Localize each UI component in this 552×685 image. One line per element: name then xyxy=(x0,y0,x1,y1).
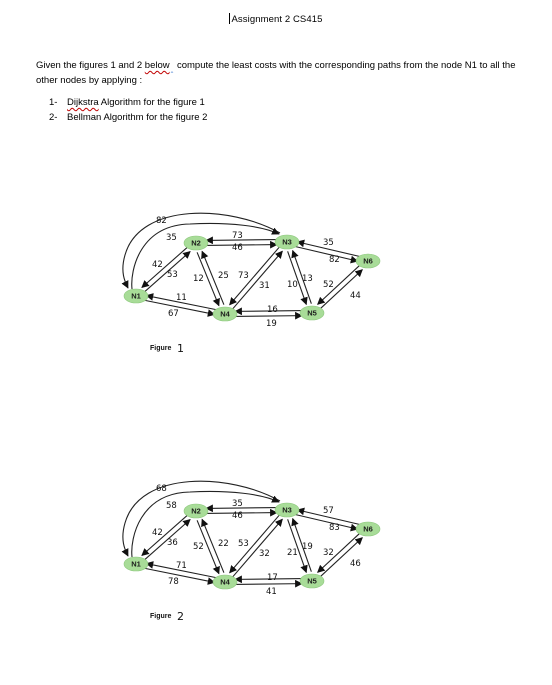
node-n6 xyxy=(356,522,380,536)
weight-n1-n4-b: 67 xyxy=(168,309,179,319)
node-n4 xyxy=(213,575,237,589)
weight-n2-n3-bottom: 46 xyxy=(232,511,243,521)
weight-n4-n5-a: 16 xyxy=(267,305,278,315)
svg-text:N4: N4 xyxy=(220,577,230,587)
svg-text:N3: N3 xyxy=(282,505,292,515)
node-n4 xyxy=(213,307,237,321)
node-n5 xyxy=(300,574,324,588)
task-item-2: 2- Bellman Algorithm for the figure 2 xyxy=(49,112,208,123)
svg-text:N5: N5 xyxy=(307,576,317,586)
svg-text:N3: N3 xyxy=(282,237,292,247)
weight-n4-n3-b: 32 xyxy=(259,549,270,559)
task-item-1: 1- Dijkstra Algorithm for the figure 1 xyxy=(49,97,205,108)
weight-n3-n5-a: 21 xyxy=(287,548,298,558)
svg-text:N1: N1 xyxy=(131,559,141,569)
edge-n1-n3-arc-inner xyxy=(132,223,279,289)
weight-n2-n4-a: 12 xyxy=(193,274,204,284)
node-n6 xyxy=(356,254,380,268)
intro-paragraph: Given the figures 1 and 2 below$_‸$ compute the least costs with the corresponding paths from the node N1 to all the other nodes by applying : xyxy=(36,60,516,86)
weight-n1-n4-a: 11 xyxy=(176,293,187,303)
edge-n2-n1 xyxy=(142,515,188,555)
weight-n2-n4-b: 22 xyxy=(218,539,229,549)
task-list xyxy=(49,95,207,125)
weight-n4-n3-b: 31 xyxy=(259,281,270,291)
weight-n1-n2-a: 42 xyxy=(152,528,163,538)
edge-n1-n3-arc-inner xyxy=(132,491,279,557)
weight-n3-n5-b: 13 xyxy=(302,274,313,284)
weight-n3-n6-a: 35 xyxy=(323,238,334,248)
svg-text:N1: N1 xyxy=(131,291,141,301)
weight-n4-n5-a: 17 xyxy=(267,573,278,583)
figure-2-graph xyxy=(0,478,552,628)
svg-text:N6: N6 xyxy=(363,524,373,534)
svg-text:N6: N6 xyxy=(363,256,373,266)
spellcheck-word-below: below xyxy=(144,60,170,71)
weight-n1-n2-a: 42 xyxy=(152,260,163,270)
weight-n4-n5-b: 19 xyxy=(266,319,277,329)
node-n2 xyxy=(184,236,208,250)
weight-n1-n4-a: 71 xyxy=(176,561,187,571)
weight-n3-n6-b: 83 xyxy=(329,523,340,533)
weight-n3-n1-arc: 35 xyxy=(166,233,177,243)
weight-n2-n3-bottom: 46 xyxy=(232,243,243,253)
node-n2 xyxy=(184,504,208,518)
weight-n3-n1-arc: 58 xyxy=(166,501,177,511)
svg-text:N2: N2 xyxy=(191,506,201,516)
weight-n1-n4-b: 78 xyxy=(168,577,179,587)
figure-caption-number: 2 xyxy=(177,610,184,623)
weight-n5-n6-b: 44 xyxy=(350,291,361,301)
weight-n3-n5-b: 19 xyxy=(302,542,313,552)
weight-n5-n6-b: 46 xyxy=(350,559,361,569)
weight-n1-n3-arc: 82 xyxy=(156,216,167,226)
weight-n3-n6-a: 57 xyxy=(323,506,334,516)
weight-n3-n5-a: 10 xyxy=(287,280,298,290)
figure-caption-label: Figure xyxy=(150,613,172,620)
weight-n4-n3-a: 73 xyxy=(238,271,249,281)
weight-n5-n6-a: 52 xyxy=(323,280,334,290)
weight-n1-n2-b: 53 xyxy=(167,270,178,280)
edge-n2-n1 xyxy=(142,247,188,287)
weight-n3-n6-b: 82 xyxy=(329,255,340,265)
spellcheck-word-dijkstra: Dijkstra xyxy=(67,97,99,108)
edge-n4-n5 xyxy=(234,316,302,317)
weight-n2-n4-b: 25 xyxy=(218,271,229,281)
weight-n1-n2-b: 36 xyxy=(167,538,178,548)
weight-n2-n3-top: 35 xyxy=(232,499,243,509)
weight-n2-n4-a: 52 xyxy=(193,542,204,552)
figure-caption-number: 1 xyxy=(177,342,184,355)
weight-n4-n5-b: 41 xyxy=(266,587,277,597)
insert-caret-icon: ‸ xyxy=(170,64,174,73)
svg-text:N5: N5 xyxy=(307,308,317,318)
node-n1 xyxy=(124,557,148,571)
figure-1-graph xyxy=(0,210,552,360)
svg-text:N4: N4 xyxy=(220,309,230,319)
weight-n2-n3-top: 73 xyxy=(232,231,243,241)
node-n5 xyxy=(300,306,324,320)
page-title xyxy=(0,13,552,25)
figure-caption-label: Figure xyxy=(150,345,172,352)
weight-n1-n3-arc: 68 xyxy=(156,484,167,494)
svg-text:N2: N2 xyxy=(191,238,201,248)
weight-n4-n3-a: 53 xyxy=(238,539,249,549)
node-n3 xyxy=(275,503,299,517)
title-text: Assignment 2 CS415 xyxy=(231,14,323,25)
weight-n5-n6-a: 32 xyxy=(323,548,334,558)
edge-n4-n5 xyxy=(234,584,302,585)
node-n1 xyxy=(124,289,148,303)
node-n3 xyxy=(275,235,299,249)
